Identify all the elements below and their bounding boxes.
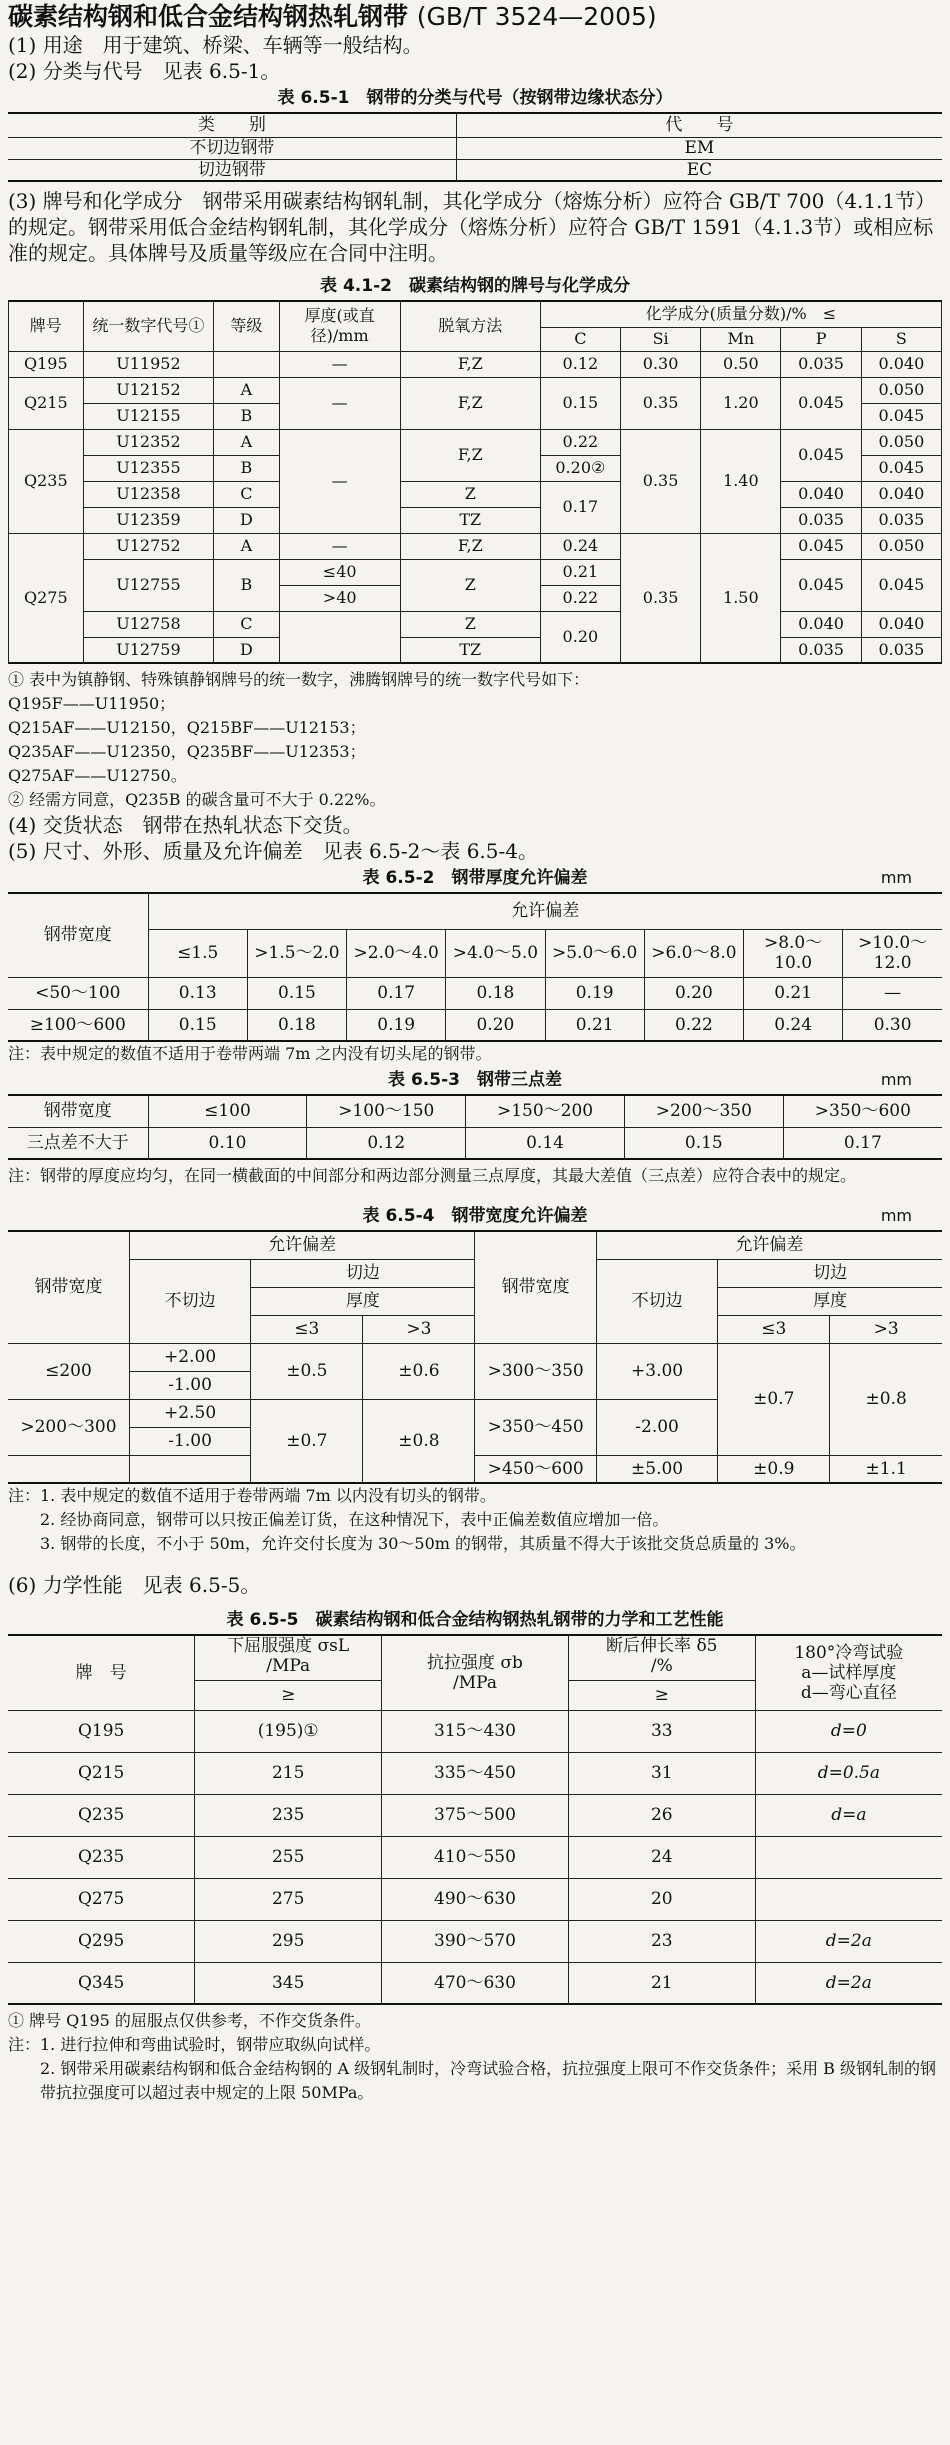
header-le3: ≤3 <box>718 1315 830 1343</box>
cell-p: 0.045 <box>781 377 861 429</box>
cell-bend: d=2a <box>755 1920 942 1962</box>
title-text: 碳素结构钢和低合金结构钢热轧钢带 <box>8 2 409 31</box>
cell-value: ±0.5 <box>251 1343 363 1399</box>
intro-usage: (1) 用途 用于建筑、桥梁、车辆等一般结构。 <box>8 33 423 57</box>
cell-code: U12752 <box>83 533 214 559</box>
cell-elongation: 21 <box>568 1962 755 2004</box>
cell-value: 0.19 <box>347 1009 446 1041</box>
cell-deox: F,Z <box>400 377 540 429</box>
cell-value: 0.12 <box>307 1127 466 1159</box>
header-element: C <box>540 327 620 351</box>
header-grade: 牌号 <box>9 301 84 351</box>
cell-s: 0.040 <box>861 611 941 637</box>
header-gt3: >3 <box>830 1315 942 1343</box>
cell-value: ±0.9 <box>718 1455 830 1483</box>
unit-label: mm <box>880 1070 912 1089</box>
cell-s: 0.035 <box>861 637 941 663</box>
cell-s: 0.045 <box>861 455 941 481</box>
cell-p: 0.045 <box>781 429 861 481</box>
table-6-5-5-caption: 表 6.5-5 碳素结构钢和低合金结构钢热轧钢带的力学和工艺性能 <box>226 1610 724 1630</box>
table-6-5-4-caption <box>8 1202 942 1230</box>
cell-grade: Q215 <box>8 1752 195 1794</box>
cell-level: B <box>214 403 279 429</box>
table-6-5-4-notes <box>8 1484 942 1556</box>
cell-bend: d=0 <box>755 1710 942 1752</box>
cell-value: 0.17 <box>783 1127 942 1159</box>
cell-value: +3.00 <box>596 1343 717 1399</box>
cell-tensile: 470～630 <box>382 1962 569 2004</box>
cell-width: ≥100～600 <box>8 1009 148 1041</box>
cell-width: >350～450 <box>475 1399 596 1455</box>
header-width-range: >100～150 <box>307 1095 466 1127</box>
note-line: 2. 钢带采用碳素结构钢和低合金结构钢的 A 级钢轧制时，冷弯试验合格，抗拉强度上限可不作交货条件；采用 B 级钢轧制的钢带抗拉强度可以超过表中规定的上限 50MPa。 <box>40 2059 937 2102</box>
table-6-5-2 <box>8 892 942 1042</box>
header-ge: ≥ <box>195 1680 382 1710</box>
header-width: 钢带宽度 <box>8 1231 129 1343</box>
note-line: Q235AF——U12350，Q235BF——U12353； <box>8 742 366 761</box>
cell-width: >200～300 <box>8 1399 129 1455</box>
header-element: Mn <box>701 327 781 351</box>
cell-code: EM <box>456 137 942 159</box>
cell-deox: F,Z <box>400 351 540 377</box>
cell-value: -1.00 <box>129 1371 250 1399</box>
cell-bend: d=0.5a <box>755 1752 942 1794</box>
cell-level: D <box>214 507 279 533</box>
header-tensile-line1: 抗拉强度 σb <box>427 1652 523 1673</box>
caption-text: 表 6.5-2 钢带厚度允许偏差 <box>362 868 588 888</box>
header-ge: ≥ <box>568 1680 755 1710</box>
cell-width: ≤200 <box>8 1343 129 1399</box>
header-bend-line2: a—试样厚度 <box>801 1662 897 1683</box>
header-uncut: 不切边 <box>596 1259 717 1343</box>
cell-c: 0.24 <box>540 533 620 559</box>
cell-width: >450～600 <box>475 1455 596 1483</box>
cell-value: 0.24 <box>744 1009 843 1041</box>
cell-width: <50～100 <box>8 977 148 1009</box>
cell-value: ±0.6 <box>363 1343 475 1399</box>
cell-level: B <box>214 455 279 481</box>
header-thickness-range: >4.0～5.0 <box>446 929 545 977</box>
table-6-5-5-notes <box>8 2009 942 2105</box>
header-grade: 牌 号 <box>8 1635 195 1710</box>
header-chemical-composition: 化学成分(质量分数)/% ≤ <box>540 301 941 327</box>
cell-elongation: 31 <box>568 1752 755 1794</box>
note-line: ① 表中为镇静钢、特殊镇静钢牌号的统一数字，沸腾钢牌号的统一数字代号如下： <box>8 670 590 689</box>
note-line: 注：1. 进行拉伸和弯曲试验时，钢带应取纵向试样。 <box>8 2035 381 2054</box>
cell-code: U12358 <box>83 481 214 507</box>
header-le3: ≤3 <box>251 1315 363 1343</box>
cell-p: 0.040 <box>781 481 861 507</box>
cell-p: 0.045 <box>781 559 861 611</box>
table-6-5-3-caption <box>8 1066 942 1094</box>
cell-si: 0.35 <box>620 429 700 533</box>
cell-s: 0.045 <box>861 403 941 429</box>
cell-grade: Q195 <box>8 1710 195 1752</box>
cell-si: 0.30 <box>620 351 700 377</box>
header-thickness-range: >2.0～4.0 <box>347 929 446 977</box>
header-tolerance: 允许偏差 <box>129 1231 475 1259</box>
header-yield <box>195 1635 382 1676</box>
cell-value: ±0.8 <box>830 1343 942 1455</box>
cell-si: 0.35 <box>620 377 700 429</box>
caption-text: 表 6.5-3 钢带三点差 <box>388 1070 562 1090</box>
cell-value: 0.19 <box>545 977 644 1009</box>
table-6-5-1 <box>8 112 942 182</box>
header-thickness-range: >1.5～2.0 <box>247 929 346 977</box>
cell-value: 0.15 <box>148 1009 247 1041</box>
note-line: ① 牌号 Q195 的屈服点仅供参考，不作交货条件。 <box>8 2011 371 2030</box>
cell-level <box>214 351 279 377</box>
cell-thickness: — <box>279 351 400 377</box>
cell-c: 0.20② <box>540 455 620 481</box>
header-bend-line1: 180°冷弯试验 <box>794 1642 904 1663</box>
cell-level: A <box>214 533 279 559</box>
cell-thickness: >40 <box>279 585 400 611</box>
cell-level: B <box>214 559 279 611</box>
header-bend-line3: d—弯心直径 <box>800 1682 897 1703</box>
cell-value: -2.00 <box>596 1399 717 1455</box>
note-line: Q275AF——U12750。 <box>8 766 187 785</box>
cell-value: — <box>843 977 942 1009</box>
caption-text: 表 6.5-4 钢带宽度允许偏差 <box>362 1206 588 1226</box>
cell-bend <box>755 1836 942 1878</box>
header-width: 钢带宽度 <box>475 1231 596 1343</box>
header-thickness-range: >8.0～10.0 <box>744 929 843 977</box>
cell-value: 0.14 <box>466 1127 625 1159</box>
cell-value: 0.21 <box>545 1009 644 1041</box>
header-tolerance: 允许偏差 <box>148 893 942 929</box>
header-cut: 切边 <box>251 1259 475 1287</box>
cell-yield: 345 <box>195 1962 382 2004</box>
cell-s: 0.040 <box>861 351 941 377</box>
cell-c: 0.22 <box>540 585 620 611</box>
header-width-range: ≤100 <box>148 1095 307 1127</box>
cell-code: U12355 <box>83 455 214 481</box>
cell-mn: 1.50 <box>701 533 781 663</box>
cell-c: 0.17 <box>540 481 620 533</box>
header-thickness-range: >5.0～6.0 <box>545 929 644 977</box>
header-elongation-line2: /% <box>650 1656 673 1676</box>
cell-grade: Q275 <box>9 533 84 663</box>
cell-level: C <box>214 481 279 507</box>
cell-code: U12155 <box>83 403 214 429</box>
cell-value: +2.50 <box>129 1399 250 1427</box>
cell-thickness: ≤40 <box>279 559 400 585</box>
header-bend <box>755 1635 942 1710</box>
cell-code: U12759 <box>83 637 214 663</box>
cell-deox: Z <box>400 559 540 611</box>
header-element: P <box>781 327 861 351</box>
header-width-range: >350～600 <box>783 1095 942 1127</box>
cell-mn: 1.20 <box>701 377 781 429</box>
cell-tensile: 335～450 <box>382 1752 569 1794</box>
cell-tensile: 490～630 <box>382 1878 569 1920</box>
note-line: Q215AF——U12150，Q215BF——U12153； <box>8 718 366 737</box>
table-6-5-3-note: 注：钢带的厚度应均匀，在同一横截面的中间部分和两边部分测量三点厚度，其最大差值（三点差）应符合表中的规定。 <box>8 1166 857 1185</box>
cell-si: 0.35 <box>620 533 700 663</box>
header-thickness: 厚度 <box>251 1287 475 1315</box>
cell-value: 0.30 <box>843 1009 942 1041</box>
cell-level: C <box>214 611 279 637</box>
cell-c: 0.15 <box>540 377 620 429</box>
cell-code: U12758 <box>83 611 214 637</box>
header-thickness: 厚度(或直径)/mm <box>279 301 400 351</box>
cell-elongation: 33 <box>568 1710 755 1752</box>
cell-c: 0.21 <box>540 559 620 585</box>
header-gt3: >3 <box>363 1315 475 1343</box>
cell-p: 0.040 <box>781 611 861 637</box>
table-4-1-2 <box>8 300 942 664</box>
header-code: 代 号 <box>456 113 942 137</box>
cell-deox: F,Z <box>400 429 540 481</box>
cell-category: 切边钢带 <box>8 159 456 181</box>
header-level: 等级 <box>214 301 279 351</box>
cell-value: ±0.7 <box>718 1343 830 1455</box>
cell-deox: TZ <box>400 507 540 533</box>
cell-value: 0.18 <box>247 1009 346 1041</box>
intro-classification: (2) 分类与代号 见表 6.5-1。 <box>8 59 281 83</box>
cell-grade: Q195 <box>9 351 84 377</box>
header-cut: 切边 <box>718 1259 942 1287</box>
header-thickness: 厚度 <box>718 1287 942 1315</box>
cell-tensile: 390～570 <box>382 1920 569 1962</box>
cell-value: ±1.1 <box>830 1455 942 1483</box>
cell-yield: 235 <box>195 1794 382 1836</box>
cell-c: 0.12 <box>540 351 620 377</box>
cell-grade: Q275 <box>8 1878 195 1920</box>
header-unified-code: 统一数字代号① <box>83 301 214 351</box>
cell-value: 0.20 <box>446 1009 545 1041</box>
cell-p: 0.035 <box>781 507 861 533</box>
cell-value: 0.22 <box>644 1009 743 1041</box>
header-uncut: 不切边 <box>129 1259 250 1343</box>
header-thickness-range: ≤1.5 <box>148 929 247 977</box>
cell-value: +2.00 <box>129 1343 250 1371</box>
cell-code: U12359 <box>83 507 214 533</box>
table-6-5-4 <box>8 1230 942 1484</box>
header-tensile <box>382 1635 569 1710</box>
table-6-5-2-note: 注：表中规定的数值不适用于卷带两端 7m 之内没有切头尾的钢带。 <box>8 1044 492 1063</box>
cell-thickness <box>279 611 400 663</box>
cell-level: D <box>214 637 279 663</box>
unit-label: mm <box>880 1206 912 1225</box>
header-element: Si <box>620 327 700 351</box>
header-width-range: >150～200 <box>466 1095 625 1127</box>
note-line: 2. 经协商同意，钢带可以只按正偏差订货，在这种情况下，表中正偏差数值应增加一倍。 <box>40 1510 669 1529</box>
table-6-5-1-caption: 表 6.5-1 钢带的分类与代号（按钢带边缘状态分） <box>277 88 673 108</box>
cell-bend: d=a <box>755 1794 942 1836</box>
note-line: 注：1. 表中规定的数值不适用于卷带两端 7m 以内没有切头的钢带。 <box>8 1486 496 1505</box>
cell-yield: (195)① <box>195 1710 382 1752</box>
cell-mn: 0.50 <box>701 351 781 377</box>
cell-value <box>129 1455 250 1483</box>
cell-level: A <box>214 429 279 455</box>
header-element: S <box>861 327 941 351</box>
cell-code: U11952 <box>83 351 214 377</box>
header-category: 类 别 <box>8 113 456 137</box>
paragraph-dimensions: (5) 尺寸、外形、质量及允许偏差 见表 6.5-2～表 6.5-4。 <box>8 839 538 863</box>
cell-elongation: 26 <box>568 1794 755 1836</box>
cell-yield: 275 <box>195 1878 382 1920</box>
cell-s: 0.035 <box>861 507 941 533</box>
cell-bend <box>755 1878 942 1920</box>
cell-grade: Q235 <box>9 429 84 533</box>
cell-value: 0.15 <box>247 977 346 1009</box>
header-deoxidation: 脱氧方法 <box>400 301 540 351</box>
cell-deox: Z <box>400 611 540 637</box>
cell-deox: Z <box>400 481 540 507</box>
cell-value: ±5.00 <box>596 1455 717 1483</box>
cell-elongation: 20 <box>568 1878 755 1920</box>
cell-s: 0.040 <box>861 481 941 507</box>
table-6-5-2-caption <box>8 864 942 892</box>
cell-category: 不切边钢带 <box>8 137 456 159</box>
cell-c: 0.20 <box>540 611 620 663</box>
cell-elongation: 23 <box>568 1920 755 1962</box>
paragraph-grade-chemistry: (3) 牌号和化学成分 钢带采用碳素结构钢轧制，其化学成分（熔炼分析）应符合 GB/T 700（4.1.1节）的规定。钢带采用低合金结构钢轧制，其化学成分（熔炼分析）应符合 GB/T 1591（4.1.3节）或相应标准的规定。具体牌号及质量等级应在合同中注明。 <box>8 189 936 265</box>
cell-thickness: — <box>279 429 400 533</box>
cell-thickness: — <box>279 533 400 559</box>
cell-s: 0.050 <box>861 377 941 403</box>
cell-grade: Q235 <box>8 1836 195 1878</box>
header-width: 钢带宽度 <box>8 1095 148 1127</box>
table-4-1-2-caption: 表 4.1-2 碳素结构钢的牌号与化学成分 <box>320 276 630 296</box>
cell-value: 0.17 <box>347 977 446 1009</box>
cell-bend: d=2a <box>755 1962 942 2004</box>
cell-tensile: 315～430 <box>382 1710 569 1752</box>
cell-tensile: 410～550 <box>382 1836 569 1878</box>
table-6-5-3 <box>8 1094 942 1160</box>
header-yield-line1: 下屈服强度 σsL <box>227 1636 350 1656</box>
cell-value: 0.13 <box>148 977 247 1009</box>
unit-label: mm <box>880 868 912 887</box>
cell-s: 0.050 <box>861 533 941 559</box>
cell-value: 0.10 <box>148 1127 307 1159</box>
cell-yield: 215 <box>195 1752 382 1794</box>
cell-grade: Q345 <box>8 1962 195 2004</box>
cell-value: -1.00 <box>129 1427 250 1455</box>
cell-value: ±0.8 <box>363 1399 475 1483</box>
cell-label: 三点差不大于 <box>8 1127 148 1159</box>
cell-code: EC <box>456 159 942 181</box>
cell-c: 0.22 <box>540 429 620 455</box>
cell-s: 0.045 <box>861 559 941 611</box>
header-tensile-line2: /MPa <box>453 1672 497 1693</box>
header-width: 钢带宽度 <box>8 893 148 977</box>
header-elongation <box>568 1635 755 1676</box>
paragraph-delivery: (4) 交货状态 钢带在热轧状态下交货。 <box>8 813 363 837</box>
paragraph-mechanical: (6) 力学性能 见表 6.5-5。 <box>8 1573 261 1597</box>
header-thickness-range: >10.0～12.0 <box>843 929 942 977</box>
note-line: Q195F——U11950； <box>8 694 176 713</box>
cell-p: 0.035 <box>781 351 861 377</box>
cell-code: U12152 <box>83 377 214 403</box>
page-title <box>8 0 942 32</box>
header-thickness-range: >6.0～8.0 <box>644 929 743 977</box>
standard-number: (GB/T 3524—2005) <box>416 2 657 31</box>
cell-mn: 1.40 <box>701 429 781 533</box>
cell-s: 0.050 <box>861 429 941 455</box>
cell-p: 0.035 <box>781 637 861 663</box>
cell-grade: Q235 <box>8 1794 195 1836</box>
cell-value: 0.15 <box>624 1127 783 1159</box>
cell-code: U12352 <box>83 429 214 455</box>
table-4-1-2-notes <box>8 668 942 812</box>
header-yield-line2: /MPa <box>266 1656 311 1676</box>
cell-grade: Q215 <box>9 377 84 429</box>
cell-yield: 295 <box>195 1920 382 1962</box>
cell-grade: Q295 <box>8 1920 195 1962</box>
cell-elongation: 24 <box>568 1836 755 1878</box>
cell-tensile: 375～500 <box>382 1794 569 1836</box>
table-6-5-5 <box>8 1634 942 2005</box>
cell-level: A <box>214 377 279 403</box>
header-tolerance: 允许偏差 <box>596 1231 942 1259</box>
note-line: 3. 钢带的长度，不小于 50m，允许交付长度为 30～50m 的钢带，其质量不得大于该批交货总质量的 3%。 <box>40 1534 806 1553</box>
cell-deox: TZ <box>400 637 540 663</box>
header-elongation-line1: 断后伸长率 δ5 <box>606 1636 718 1656</box>
header-width-range: >200～350 <box>624 1095 783 1127</box>
cell-value: 0.18 <box>446 977 545 1009</box>
cell-p: 0.045 <box>781 533 861 559</box>
note-line: ② 经需方同意，Q235B 的碳含量可不大于 0.22%。 <box>8 790 386 809</box>
cell-value: 0.21 <box>744 977 843 1009</box>
cell-yield: 255 <box>195 1836 382 1878</box>
cell-deox: F,Z <box>400 533 540 559</box>
cell-thickness: — <box>279 377 400 429</box>
cell-value: 0.20 <box>644 977 743 1009</box>
cell-code: U12755 <box>83 559 214 611</box>
cell-width <box>8 1455 129 1483</box>
cell-width: >300～350 <box>475 1343 596 1399</box>
cell-value: ±0.7 <box>251 1399 363 1483</box>
